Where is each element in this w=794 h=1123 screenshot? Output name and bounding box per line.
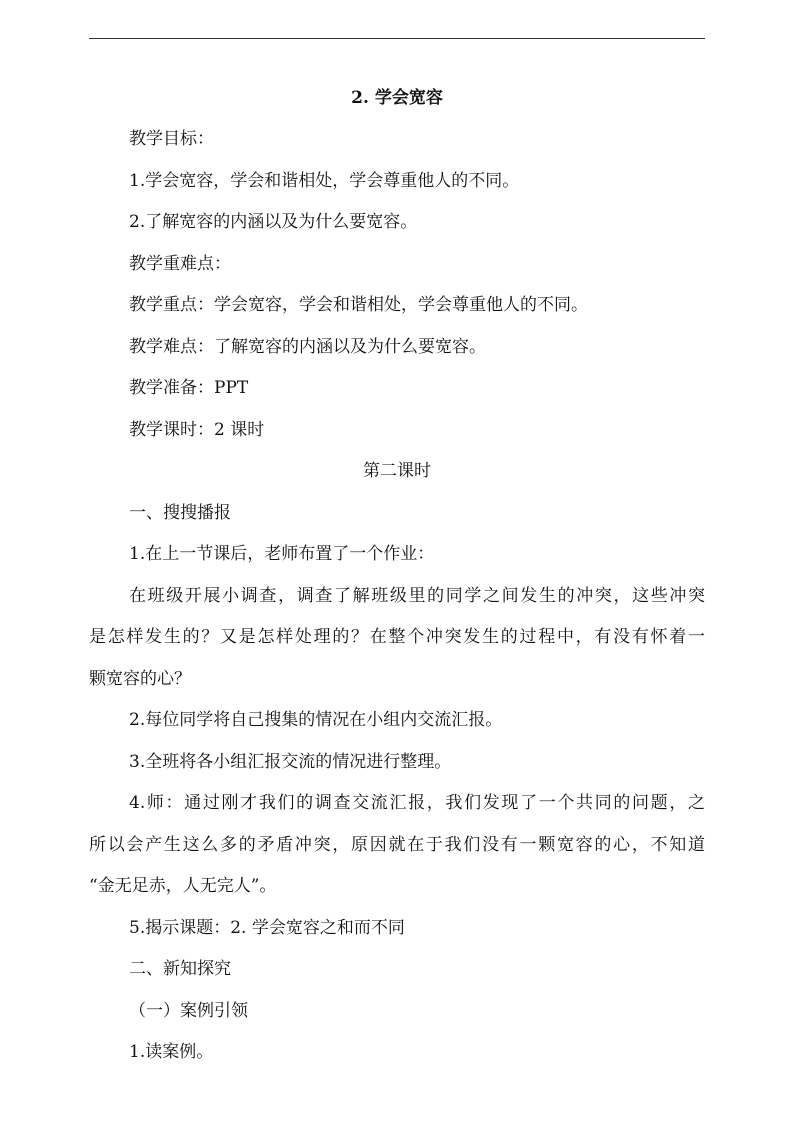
section-label-objectives: 教学目标：	[129, 129, 214, 149]
key-point: 教学重点：学会宽容，学会和谐相处，学会尊重他人的不同。	[129, 295, 588, 315]
section-label-key-points: 教学重难点：	[129, 254, 231, 274]
paragraph-item-3: 3.全班将各小组汇报交流的情况进行整理。	[129, 752, 452, 772]
paragraph-item-1b: 1.读案例。	[129, 1042, 214, 1062]
paragraph-item-5: 5.揭示课题：2. 学会宽容之和而不同	[129, 918, 405, 938]
paragraph-item-1: 1.在上一节课后，老师布置了一个作业：	[129, 544, 435, 564]
section-heading-1: 一、搜搜播报	[129, 503, 231, 523]
paragraph-line: 是怎样发生的？又是怎样处理的？在整个冲突发生的过程中，有没有怀着一	[89, 627, 705, 647]
difficult-point: 教学难点：了解宽容的内涵以及为什么要宽容。	[129, 337, 486, 357]
paragraph-item-2: 2.每位同学将自己搜集的情况在小组内交流汇报。	[129, 710, 503, 730]
paragraph-line: 在班级开展小调查，调查了解班级里的同学之间发生的冲突，这些冲突	[129, 586, 705, 606]
preparation: 教学准备：PPT	[129, 378, 249, 398]
class-hours: 教学课时：2 课时	[129, 420, 265, 440]
subsection-heading: （一）案例引领	[129, 1001, 248, 1021]
paragraph-line: “金无足赤，人无完人”。	[89, 876, 277, 896]
paragraph-line: 颗宽容的心？	[89, 669, 191, 689]
objective-2: 2.了解宽容的内涵以及为什么要宽容。	[129, 212, 418, 232]
paragraph-line: 所以会产生这么多的矛盾冲突，原因就在于我们没有一颗宽容的心，不知道	[89, 835, 705, 855]
section-heading-2: 二、新知探究	[129, 959, 231, 979]
header-rule	[89, 38, 705, 39]
document-title: 2. 学会宽容	[351, 88, 443, 108]
paragraph-line: 4.师：通过刚才我们的调查交流汇报，我们发现了一个共同的问题，之	[129, 793, 705, 813]
lesson-heading: 第二课时	[363, 461, 431, 481]
objective-1: 1.学会宽容，学会和谐相处，学会尊重他人的不同。	[129, 171, 520, 191]
